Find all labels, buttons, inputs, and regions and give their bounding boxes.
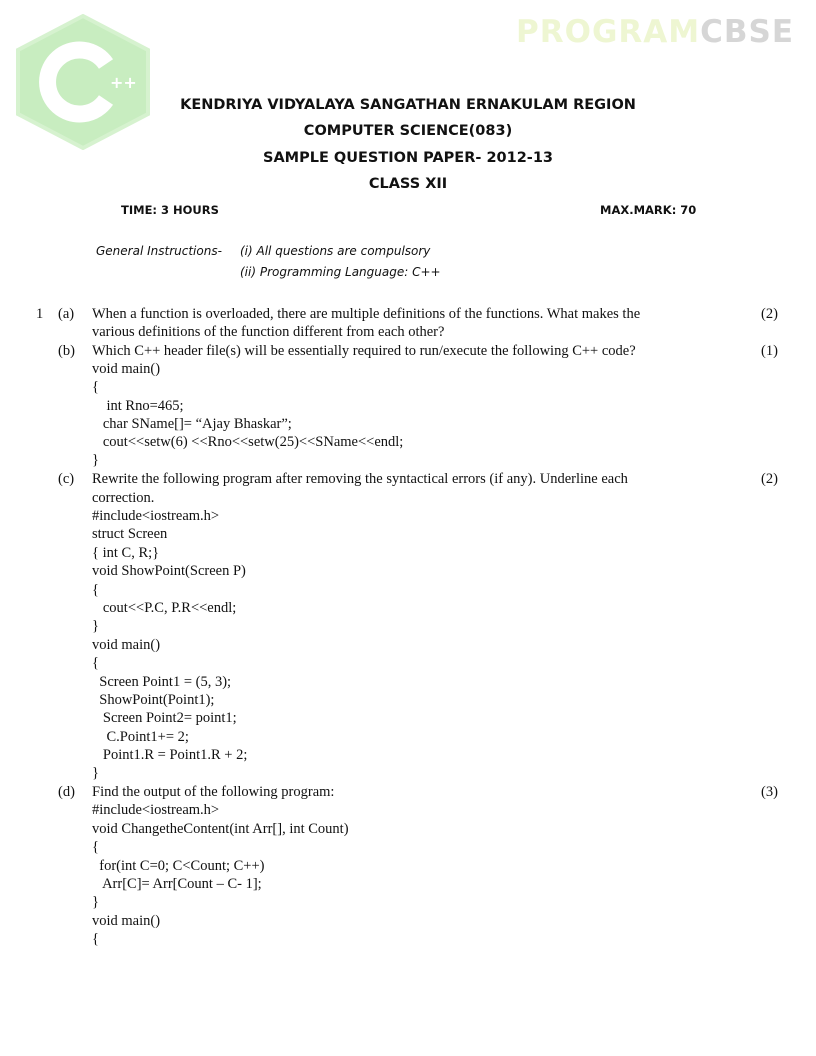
- code-line: Screen Point2= point1;: [92, 710, 237, 726]
- code-line: int Rno=465;: [92, 398, 184, 414]
- code-line: cout<<setw(6) <<Rno<<setw(25)<<SName<<endl;: [92, 434, 404, 450]
- part-marks: (2): [761, 306, 778, 322]
- code-line: struct Screen: [92, 526, 168, 542]
- code-line: Screen Point1 = (5, 3);: [92, 674, 232, 690]
- code-line: C.Point1+= 2;: [92, 729, 189, 745]
- code-line: ShowPoint(Point1);: [92, 692, 215, 708]
- part-label: (b): [58, 343, 75, 359]
- code-line: }: [92, 452, 99, 468]
- part-marks: (2): [761, 471, 778, 487]
- code-line: char SName[]= “Ajay Bhaskar”;: [92, 416, 292, 432]
- code-line: void main(): [92, 913, 161, 929]
- brand-watermark: [516, 14, 794, 50]
- code-line: { int C, R;}: [92, 545, 160, 561]
- code-line: {: [92, 655, 99, 671]
- code-line: }: [92, 894, 99, 910]
- code-line: {: [92, 582, 99, 598]
- subject-title: COMPUTER SCIENCE(083): [303, 123, 513, 139]
- brand-cbse: CBSE: [700, 14, 794, 50]
- question-line: Find the output of the following program:: [92, 784, 335, 800]
- part-label: (a): [58, 306, 75, 322]
- instruction-item: (i) All questions are compulsory: [240, 244, 431, 258]
- instruction-item: (ii) Programming Language: C++: [240, 265, 441, 279]
- code-line: Point1.R = Point1.R + 2;: [92, 747, 248, 763]
- school-name: KENDRIYA VIDYALAYA SANGATHAN ERNAKULAM REGION: [180, 97, 636, 113]
- code-line: void main(): [92, 361, 161, 377]
- question-line: Which C++ header file(s) will be essentially required to run/execute the following C++ code?: [92, 343, 636, 359]
- part-marks: (3): [761, 784, 778, 800]
- class-title: CLASS XII: [368, 176, 448, 192]
- time-label: TIME: 3 HOURS: [121, 203, 219, 217]
- code-line: {: [92, 931, 99, 947]
- question-line: various definitions of the function different from each other?: [92, 324, 445, 340]
- code-line: for(int C=0; C<Count; C++): [92, 858, 265, 874]
- code-line: void ChangetheContent(int Arr[], int Count): [92, 821, 349, 837]
- brand-program: PROGRAM: [516, 14, 701, 50]
- code-line: {: [92, 379, 99, 395]
- code-line: Arr[C]= Arr[Count – C- 1];: [92, 876, 262, 892]
- code-line: }: [92, 765, 99, 781]
- code-line: void main(): [92, 637, 161, 653]
- part-label: (d): [58, 784, 75, 800]
- instructions-label: General Instructions-: [96, 244, 222, 258]
- question-line: correction.: [92, 490, 155, 506]
- code-line: #include<iostream.h>: [92, 802, 220, 818]
- question-line: Rewrite the following program after removing the syntactical errors (if any). Underline each: [92, 471, 628, 487]
- code-line: void ShowPoint(Screen P): [92, 563, 246, 579]
- code-line: cout<<P.C, P.R<<endl;: [92, 600, 237, 616]
- code-line: }: [92, 618, 99, 634]
- code-line: {: [92, 839, 99, 855]
- paper-title: SAMPLE QUESTION PAPER- 2012-13: [263, 150, 553, 166]
- part-label: (c): [58, 471, 75, 487]
- question-number: 1: [36, 306, 44, 322]
- part-marks: (1): [761, 343, 778, 359]
- svg-text:++: ++: [110, 73, 137, 92]
- max-mark-label: MAX.MARK: 70: [600, 203, 697, 217]
- question-line: When a function is overloaded, there are multiple definitions of the functions. What makes the: [92, 306, 641, 322]
- code-line: #include<iostream.h>: [92, 508, 220, 524]
